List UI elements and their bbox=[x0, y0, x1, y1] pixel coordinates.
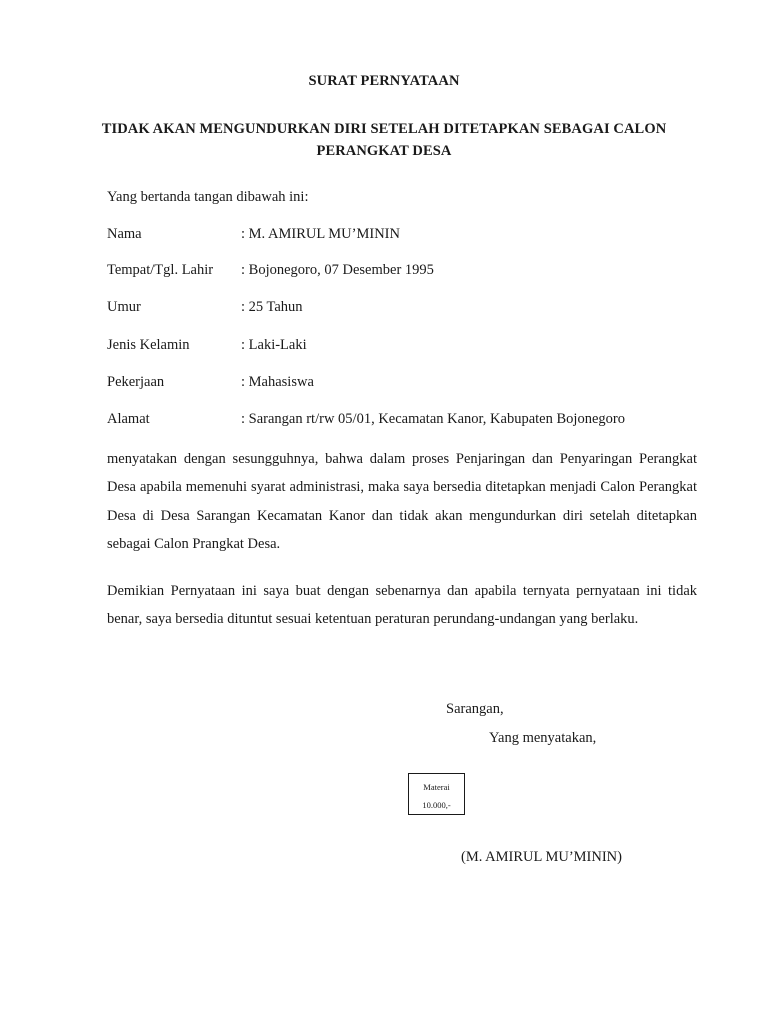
subtitle-line-2: PERANGKAT DESA bbox=[316, 143, 452, 159]
signer-label: Yang menyatakan, bbox=[489, 730, 597, 746]
field-label: Nama bbox=[107, 226, 142, 242]
field-value: : M. AMIRUL MU’MININ bbox=[241, 226, 400, 242]
field-value: : Bojonegoro, 07 Desember 1995 bbox=[241, 262, 434, 278]
document-title: SURAT PERNYATAAN bbox=[308, 73, 460, 89]
field-value: : Mahasiswa bbox=[241, 374, 314, 390]
materai-stamp-box bbox=[408, 773, 465, 815]
stamp-value: 10.000,- bbox=[422, 800, 451, 810]
field-row-pekerjaan bbox=[107, 374, 707, 394]
field-row-jenis-kelamin bbox=[107, 337, 707, 357]
document-subtitle bbox=[0, 118, 768, 162]
signing-place: Sarangan, bbox=[446, 701, 504, 717]
field-label: Jenis Kelamin bbox=[107, 337, 190, 353]
stamp-label: Materai bbox=[423, 782, 450, 792]
field-row-nama bbox=[107, 226, 707, 246]
closing-paragraph: Demikian Pernyataan ini saya buat dengan sebenarnya dan apabila ternyata pernyataan ini tidak benar, saya bersedia dituntut sesuai ketentuan peraturan perundang-undangan yang berlaku. bbox=[107, 583, 697, 628]
field-row-umur bbox=[107, 299, 707, 319]
field-row-tempat-tgl-lahir bbox=[107, 262, 707, 282]
intro-text: Yang bertanda tangan dibawah ini: bbox=[107, 189, 309, 205]
statement-paragraph: menyatakan dengan sesungguhnya, bahwa dalam proses Penjaringan dan Penyaringan Perangkat Desa apabila memenuhi syarat administrasi, maka saya bersedia ditetapkan menjadi Calon Perangkat Desa di Desa Sarangan Kecamatan Kanor dan tidak akan mengundurkan diri setelah ditetapkan sebagai Calon Prangkat Desa. bbox=[107, 451, 697, 552]
field-row-alamat bbox=[107, 411, 707, 431]
field-value: : 25 Tahun bbox=[241, 299, 303, 315]
field-label: Tempat/Tgl. Lahir bbox=[107, 262, 214, 278]
subtitle-line-1: TIDAK AKAN MENGUNDURKAN DIRI SETELAH DITETAPKAN SEBAGAI CALON bbox=[101, 121, 667, 137]
field-value: : Laki-Laki bbox=[241, 337, 307, 353]
field-label: Alamat bbox=[107, 411, 150, 427]
field-label: Umur bbox=[107, 299, 141, 315]
field-value: : Sarangan rt/rw 05/01, Kecamatan Kanor, Kabupaten Bojonegoro bbox=[241, 411, 625, 427]
signer-name: (M. AMIRUL MU’MININ) bbox=[461, 849, 622, 865]
field-label: Pekerjaan bbox=[107, 374, 165, 390]
